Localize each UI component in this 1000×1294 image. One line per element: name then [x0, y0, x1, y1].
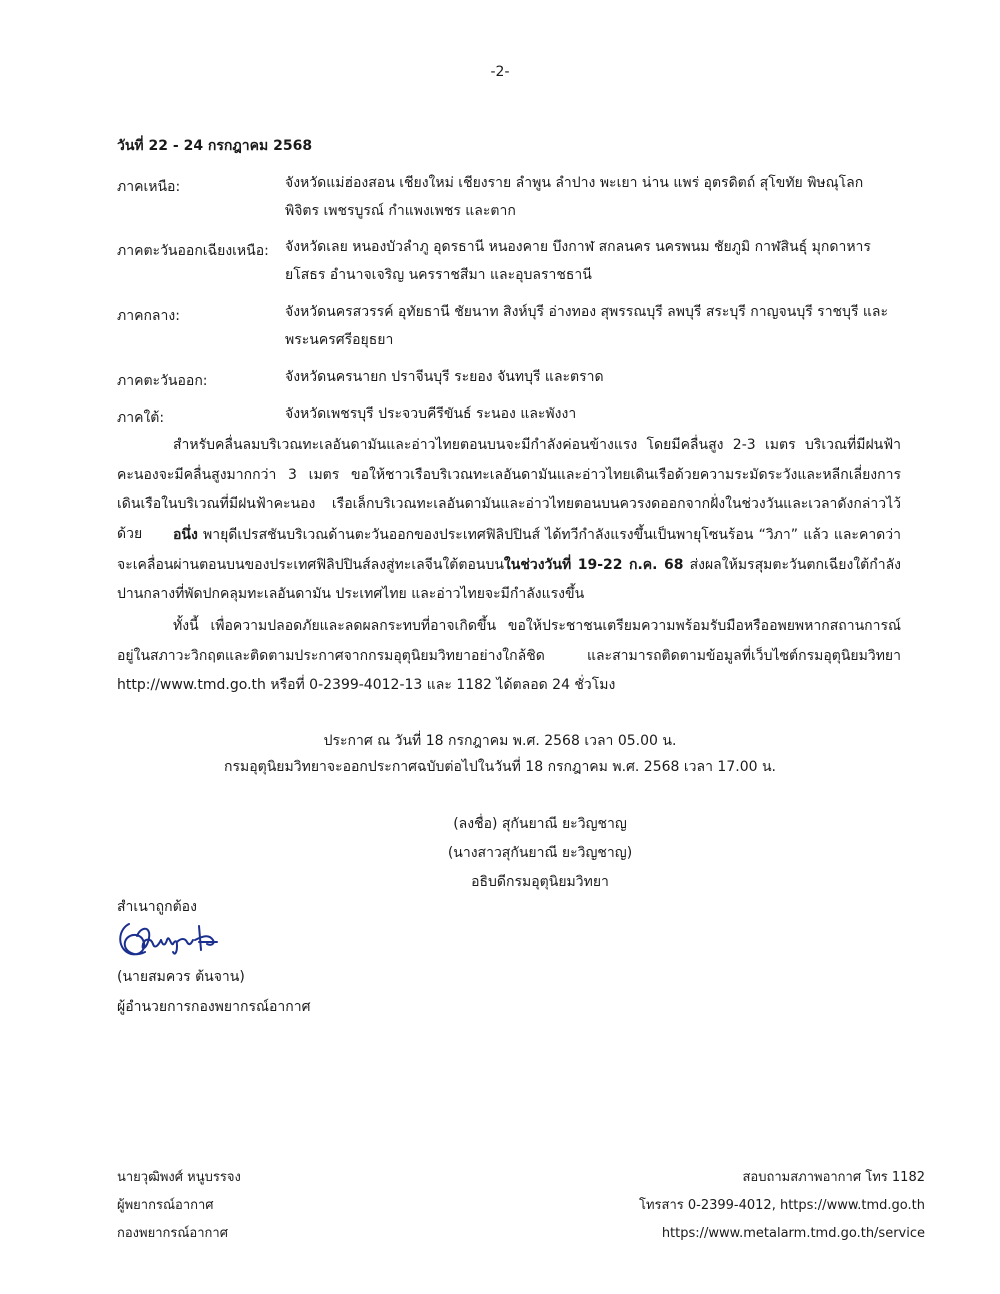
date-heading: วันที่ 22 - 24 กรกฎาคม 2568	[117, 138, 313, 154]
signature-name: (นางสาวสุกันยาณี ยะวิญชาญ)	[447, 845, 633, 861]
paragraph-safety	[117, 612, 901, 701]
paragraph-storm	[117, 521, 901, 610]
footer-left	[117, 1164, 241, 1248]
footer-contact-fax: โทรสาร 0-2399-4012, https://www.tmd.go.th	[639, 1198, 925, 1213]
region-text-central: จังหวัดนครสวรรค์ อุทัยธานี ชัยนาท สิงห์บุรี อ่างทอง สุพรรณบุรี ลพบุรี สระบุรี กาญจนบุรี ราชบุรี และพระนครศรีอยุธยา	[285, 304, 889, 348]
signature-block	[360, 810, 720, 897]
certified-label: สำเนาถูกต้อง	[117, 899, 197, 915]
footer-forecaster-name: นายวุฒิพงศ์ หนูบรรจง	[117, 1170, 241, 1185]
region-label-central: ภาคกลาง:	[117, 308, 180, 324]
certified-name: (นายสมควร ต้นจาน)	[117, 969, 245, 985]
region-label-north: ภาคเหนือ:	[117, 179, 181, 195]
paragraph-storm-period: ในช่วงวันที่ 19-22 ก.ค. 68	[503, 556, 684, 573]
footer-forecaster-role: ผู้พยากรณ์อากาศ	[117, 1198, 214, 1213]
paragraph-waves-text: สำหรับคลื่นลมบริเวณทะเลอันดามันและอ่าวไทยตอนบนจะมีกำลังค่อนข้างแรง โดยมีคลื่นสูง 2-3 เมตร บริเวณที่มีฝนฟ้าคะนองจะมีคลื่นสูงมากกว่า 3 เมตร ขอให้ชาวเรือบริเวณทะเลอันดามันและอ่าวไทยเดินเรือด้วยความระมัดระวังและหลีกเลี่ยงการเดินเรือในบริเวณที่มีฝนฟ้าคะนอง เรือเล็กบริเวณทะเลอันดามันและอ่าวไทยตอนบนควรงดออกจากฝั่งในช่วงวันและเวลาดังกล่าวไว้ด้วย	[117, 437, 901, 542]
page-number: -2-	[490, 64, 510, 80]
paragraph-storm-part1: พายุดีเปรสชันบริเวณด้านตะวันออกของประเทศฟิลิปปินส์ ได้ทวีกำลังแรงขึ้นเป็นพายุโซนร้อน “วิภา” แล้ว และคาดว่าจะเคลื่อนผ่านตอนบนของประเทศฟิลิปปินส์ลงสู่ทะเลจีนใต้ตอนบน	[117, 527, 901, 573]
paragraph-storm-part2: ส่งผลให้มรสุมตะวันตกเฉียงใต้กำลังปานกลางที่พัดปกคลุมทะเลอันดามัน ประเทศไทย และอ่าวไทยจะมีกำลังแรงขึ้น	[117, 556, 901, 602]
signature-signed: (ลงชื่อ) สุกันยาณี ยะวิญชาญ	[453, 816, 627, 832]
announcement-issued: ประกาศ ณ วันที่ 18 กรกฎาคม พ.ศ. 2568 เวลา 05.00 น.	[323, 733, 677, 749]
region-text-east: จังหวัดนครนายก ปราจีนบุรี ระยอง จันทบุรี และตราด	[285, 369, 604, 385]
paragraph-storm-lead: อนึ่ง	[173, 527, 198, 543]
paragraph-safety-text: ทั้งนี้ เพื่อความปลอดภัยและลดผลกระทบที่อาจเกิดขึ้น ขอให้ประชาชนเตรียมความพร้อมรับมือหรืออพยพหากสถานการณ์อยู่ในสภาวะวิกฤตและติดตามประกาศจากกรมอุตุนิยมวิทยาอย่างใกล้ชิด และสามารถติดตามข้อมูลที่เว็บไซต์กรมอุตุนิยมวิทยา http://www.tmd.go.th หรือที่ 0-2399-4012-13 และ 1182 ได้ตลอด 24 ชั่วโมง	[117, 618, 901, 693]
region-label-south: ภาคใต้:	[117, 410, 165, 426]
region-text-south: จังหวัดเพชรบุรี ประจวบคีรีขันธ์ ระนอง และพังงา	[285, 406, 577, 422]
region-label-east: ภาคตะวันออก:	[117, 373, 208, 389]
footer-contact-service-url: https://www.metalarm.tmd.go.th/service	[661, 1226, 925, 1241]
handwritten-signature	[115, 916, 225, 962]
region-text-north: จังหวัดแม่ฮ่องสอน เชียงใหม่ เชียงราย ลำพูน ลำปาง พะเยา น่าน แพร่ อุตรดิตถ์ สุโขทัย พิษณุโลก พิจิตร เพชรบูรณ์ กำแพงเพชร และตาก	[285, 175, 864, 219]
announcement-next: กรมอุตุนิยมวิทยาจะออกประกาศฉบับต่อไปในวันที่ 18 กรกฎาคม พ.ศ. 2568 เวลา 17.00 น.	[224, 759, 776, 775]
signature-position: อธิบดีกรมอุตุนิยมวิทยา	[471, 874, 609, 890]
footer-right	[639, 1164, 925, 1248]
footer-forecaster-division: กองพยากรณ์อากาศ	[117, 1226, 228, 1241]
region-label-northeast: ภาคตะวันออกเฉียงเหนือ:	[117, 243, 269, 259]
region-text-northeast: จังหวัดเลย หนองบัวลำภู อุดรธานี หนองคาย บึงกาฬ สกลนคร นครพนม ชัยภูมิ กาฬสินธุ์ มุกดาหาร ยโสธร อำนาจเจริญ นครราชสีมา และอุบลราชธานี	[285, 239, 871, 283]
certified-position: ผู้อำนวยการกองพยากรณ์อากาศ	[117, 999, 311, 1015]
footer-contact-phone: สอบถามสภาพอากาศ โทร 1182	[742, 1170, 925, 1185]
